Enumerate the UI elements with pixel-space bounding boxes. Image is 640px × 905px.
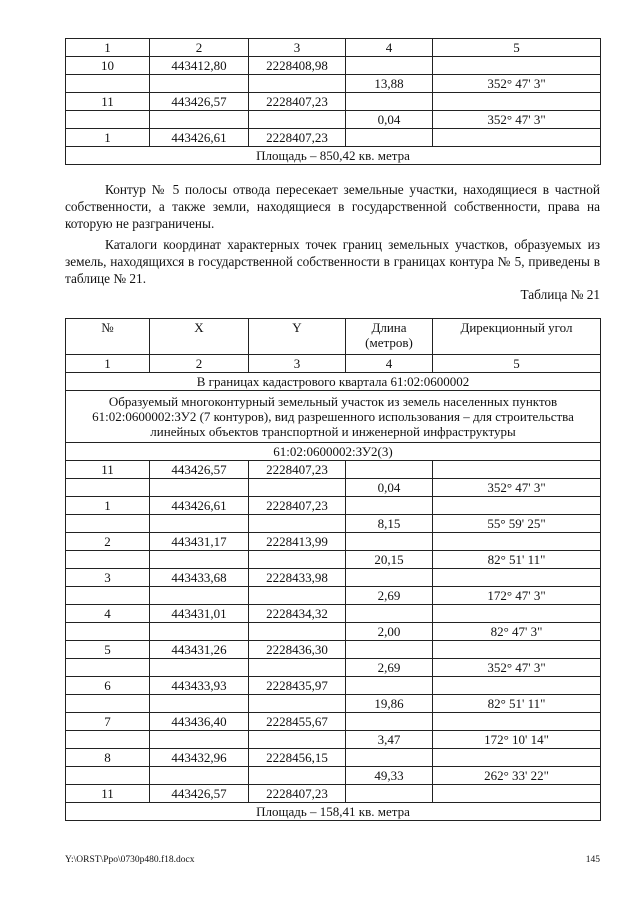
table-cell: 3 [249, 39, 346, 57]
table-cell: 443426,61 [150, 129, 249, 147]
table-cell [66, 75, 150, 93]
column-header-y: Y [249, 319, 346, 355]
table-cell: 2228456,15 [249, 749, 346, 767]
table-cell: 2228407,23 [249, 785, 346, 803]
paragraph-contour-5 [65, 181, 600, 232]
table-cell: 443426,57 [150, 93, 249, 111]
table-cell [433, 461, 601, 479]
table-cell: 2,69 [346, 659, 433, 677]
table-cell: 1 [66, 39, 150, 57]
table-cell: 82° 47' 3" [433, 623, 601, 641]
table-caption: Таблица № 21 [520, 287, 600, 302]
table-row [66, 695, 601, 713]
table-cell [433, 93, 601, 111]
table-cell: 2 [66, 533, 150, 551]
table-cell [249, 111, 346, 129]
table-row [66, 731, 601, 749]
table-cell [433, 677, 601, 695]
area-cell: Площадь – 850,42 кв. метра [66, 147, 601, 165]
table-cell [433, 129, 601, 147]
cadastral-quarter-cell: В границах кадастрового квартала 61:02:0600002 [66, 373, 601, 391]
table-cell [249, 767, 346, 785]
table-cell: 443426,57 [150, 461, 249, 479]
table-cell [433, 605, 601, 623]
table-cell: 2228435,97 [249, 677, 346, 695]
table-cell: 443431,26 [150, 641, 249, 659]
table-cell: 11 [66, 461, 150, 479]
table-cell: 443412,80 [150, 57, 249, 75]
table-header-row [66, 319, 601, 355]
table-cell [249, 75, 346, 93]
table-cell: 1 [66, 497, 150, 515]
table-row [66, 551, 601, 569]
contour-row [66, 443, 601, 461]
table-cell [66, 767, 150, 785]
table-cell: 5 [433, 355, 601, 373]
table-cell [346, 57, 433, 75]
table-row [66, 659, 601, 677]
table-cell [433, 569, 601, 587]
table-cell [66, 659, 150, 677]
table-cell: 2228407,23 [249, 93, 346, 111]
column-header-length: Длина (метров) [346, 319, 433, 355]
table-row [66, 785, 601, 803]
area-row [66, 147, 601, 165]
table-cell: 443426,61 [150, 497, 249, 515]
table-cell [346, 605, 433, 623]
table-cell: 443431,01 [150, 605, 249, 623]
table-cell [150, 551, 249, 569]
table-cell [433, 785, 601, 803]
area-row [66, 803, 601, 821]
table-cell: 2228413,99 [249, 533, 346, 551]
table-cell: 2 [150, 355, 249, 373]
table-numbering-row [66, 39, 601, 57]
table-cell: 2228434,32 [249, 605, 346, 623]
table-cell: 2 [150, 39, 249, 57]
table-cell [433, 497, 601, 515]
section-row [66, 373, 601, 391]
coordinates-table-21 [65, 318, 601, 821]
table-cell: 443426,57 [150, 785, 249, 803]
table-cell [249, 479, 346, 497]
description-row [66, 391, 601, 443]
table-cell: 4 [346, 355, 433, 373]
table-cell: 443436,40 [150, 713, 249, 731]
table-cell: 2228433,98 [249, 569, 346, 587]
table-row [66, 623, 601, 641]
table-cell: 20,15 [346, 551, 433, 569]
table-cell: 4 [66, 605, 150, 623]
table-cell: 11 [66, 93, 150, 111]
table-cell [346, 677, 433, 695]
table-row [66, 641, 601, 659]
table-cell [346, 93, 433, 111]
table-cell: 2,69 [346, 587, 433, 605]
paragraph-text: Контур № 5 полосы отвода пересекает земельные участки, находящиеся в частной собственности, а также земли, находящиеся в государственной собственности, права на которую не разграничены. [65, 182, 600, 231]
table-cell [433, 749, 601, 767]
table-cell [249, 695, 346, 713]
table-cell [346, 497, 433, 515]
table-cell: 443433,93 [150, 677, 249, 695]
table-cell: 55° 59' 25" [433, 515, 601, 533]
table-cell [66, 479, 150, 497]
table-cell [433, 57, 601, 75]
table-cell [249, 659, 346, 677]
table-cell: 0,04 [346, 479, 433, 497]
table-cell: 1 [66, 355, 150, 373]
table-cell: 19,86 [346, 695, 433, 713]
land-plot-description-cell: Образуемый многоконтурный земельный участок из земель населенных пунктов 61:02:0600002:ЗУ2 (7 контуров), вид разрешенного использования – для строительства линейных объектов транспортной и инженерной инфраструктуры [66, 391, 601, 443]
table-cell: 2228408,98 [249, 57, 346, 75]
table-cell [249, 731, 346, 749]
table-cell: 13,88 [346, 75, 433, 93]
table-row [66, 587, 601, 605]
table-cell: 262° 33' 22" [433, 767, 601, 785]
table-row [66, 111, 601, 129]
table-row [66, 677, 601, 695]
table-row [66, 533, 601, 551]
table-row [66, 713, 601, 731]
table-cell [346, 569, 433, 587]
paragraph-text: Каталоги координат характерных точек границ земельных участков, образуемых из земель, находящихся в государственной собственности в границах контура № 5, приведены в таблице № 21. [65, 237, 600, 286]
table-cell [150, 695, 249, 713]
table-cell [66, 551, 150, 569]
table-row [66, 569, 601, 587]
table-cell: 1 [66, 129, 150, 147]
area-cell: Площадь – 158,41 кв. метра [66, 803, 601, 821]
table-row [66, 767, 601, 785]
page-number: 145 [585, 855, 600, 865]
table-cell [66, 587, 150, 605]
table-cell [150, 767, 249, 785]
table-cell: 10 [66, 57, 150, 75]
table-cell: 2228407,23 [249, 497, 346, 515]
table-row [66, 749, 601, 767]
table-cell [346, 641, 433, 659]
table-cell: 352° 47' 3" [433, 659, 601, 677]
table-cell [66, 731, 150, 749]
table-row [66, 57, 601, 75]
footer-file-path: Y:\ORST\Ppo\0730p480.f18.docx [65, 855, 195, 865]
paragraph-catalogs [65, 236, 600, 287]
table-cell [66, 623, 150, 641]
table-cell: 3,47 [346, 731, 433, 749]
table-cell: 6 [66, 677, 150, 695]
table-cell [150, 623, 249, 641]
table-cell [433, 713, 601, 731]
table-cell [249, 587, 346, 605]
table-cell [346, 129, 433, 147]
column-header-angle: Дирекционный угол [433, 319, 601, 355]
table-cell [249, 515, 346, 533]
table-cell [249, 551, 346, 569]
table-cell [346, 461, 433, 479]
table-row [66, 93, 601, 111]
table-cell [150, 731, 249, 749]
table-cell: 7 [66, 713, 150, 731]
table-cell [150, 659, 249, 677]
table-cell [66, 111, 150, 129]
table-cell: 352° 47' 3" [433, 75, 601, 93]
table-cell [150, 515, 249, 533]
table-cell [346, 533, 433, 551]
table-cell: 8 [66, 749, 150, 767]
table-row [66, 605, 601, 623]
table-cell: 443432,96 [150, 749, 249, 767]
table-cell: 11 [66, 785, 150, 803]
table-cell: 443431,17 [150, 533, 249, 551]
contour-id-cell: 61:02:0600002:ЗУ2(3) [66, 443, 601, 461]
table-cell: 8,15 [346, 515, 433, 533]
table-cell [66, 695, 150, 713]
table-row [66, 461, 601, 479]
table-cell: 4 [346, 39, 433, 57]
column-header-x: X [150, 319, 249, 355]
table-cell [346, 713, 433, 731]
table-cell [150, 479, 249, 497]
table-cell: 2228455,67 [249, 713, 346, 731]
table-cell: 2,00 [346, 623, 433, 641]
table-cell [150, 587, 249, 605]
column-header-number: № [66, 319, 150, 355]
table-cell: 3 [66, 569, 150, 587]
table-cell [150, 75, 249, 93]
table-row [66, 75, 601, 93]
table-cell: 172° 47' 3" [433, 587, 601, 605]
table-cell [346, 749, 433, 767]
table-cell [150, 111, 249, 129]
table-row [66, 515, 601, 533]
table-cell: 352° 47' 3" [433, 479, 601, 497]
table-cell: 0,04 [346, 111, 433, 129]
table-cell [346, 785, 433, 803]
table-row [66, 479, 601, 497]
table-numbering-row [66, 355, 601, 373]
table-cell: 3 [249, 355, 346, 373]
table-cell: 172° 10' 14" [433, 731, 601, 749]
table-cell: 352° 47' 3" [433, 111, 601, 129]
table-cell: 82° 51' 11" [433, 551, 601, 569]
table-cell: 443433,68 [150, 569, 249, 587]
coordinates-table-continued [65, 38, 601, 165]
table-cell: 2228436,30 [249, 641, 346, 659]
table-cell: 49,33 [346, 767, 433, 785]
table-cell [249, 623, 346, 641]
table-cell [433, 533, 601, 551]
table-cell: 2228407,23 [249, 461, 346, 479]
table-cell [433, 641, 601, 659]
table-row [66, 129, 601, 147]
table-cell: 5 [433, 39, 601, 57]
table-cell: 2228407,23 [249, 129, 346, 147]
table-cell: 5 [66, 641, 150, 659]
table-cell: 82° 51' 11" [433, 695, 601, 713]
table-cell [66, 515, 150, 533]
table-row [66, 497, 601, 515]
